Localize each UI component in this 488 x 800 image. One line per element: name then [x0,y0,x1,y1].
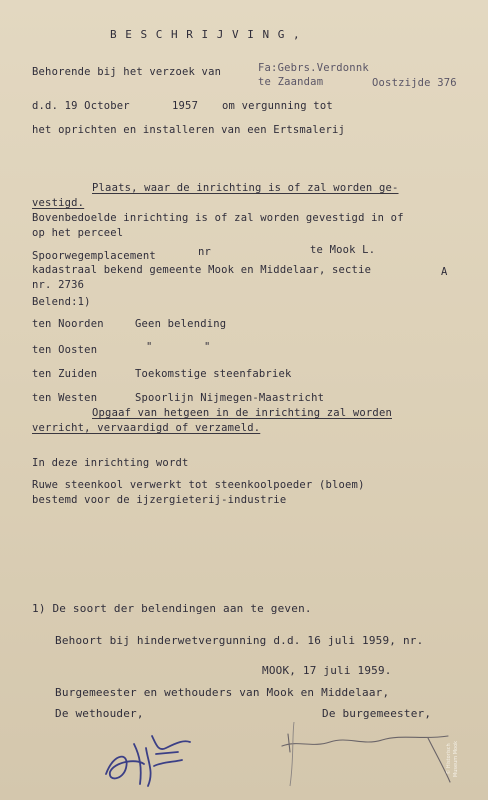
firm-city: te Zaandam [258,76,324,88]
oosten-label: ten Oosten [32,344,98,356]
firm-name: Fa:Gebrs.Verdonnk [258,62,369,74]
behorende-line: Behorende bij het verzoek van [32,66,222,78]
kadastraal-line: kadastraal bekend gemeente Mook en Middelaar, sectie [32,264,372,276]
oprichten-line: het oprichten en installeren van een Ertsmalerij [32,124,346,136]
perceel-line: op het perceel [32,227,124,239]
te-mook-value: te Mook L. [310,244,376,256]
ruwe-line: Ruwe steenkool verwerkt tot steenkoolpoeder (bloem) [32,479,365,491]
zuiden-label: ten Zuiden [32,368,98,380]
footnote: 1) De soort der belendingen aan te geven. [32,602,312,615]
bovenbedoelde-line: Bovenbedoelde inrichting is of zal worden gevestigd in of [32,212,404,224]
westen-label: ten Westen [32,392,98,404]
bestemd-line: bestemd voor de ijzergieterij-industrie [32,494,287,506]
spoorweg-value: Spoorwegemplacement [32,250,156,262]
plaats-title-2: vestigd. [32,197,85,209]
noorden-value: Geen belending [135,318,227,330]
burgemeester-label: De burgemeester, [322,707,432,720]
nr-label: nr [198,246,212,258]
opgaaf-title-2: verricht, vervaardigd of verzameld. [32,422,261,434]
belend-label: Belend:1) [32,296,91,308]
zuiden-value: Toekomstige steenfabriek [135,368,292,380]
document-heading: B E S C H R I J V I N G , [110,28,301,41]
sectie-value: A [441,266,448,278]
noorden-label: ten Noorden [32,318,104,330]
behoort-line: Behoort bij hinderwetvergunning d.d. 16 juli 1959, nr. [55,634,424,647]
wethouder-label: De wethouder, [55,707,144,720]
burgemeester-line: Burgemeester en wethouders van Mook en Middelaar, [55,686,390,699]
vergunning-text: om vergunning tot [222,100,333,112]
wethouder-signature [96,722,206,788]
museum-watermark: © Historisch Museum Mook [446,740,459,778]
nr-2736: nr. 2736 [32,279,85,291]
date-line: d.d. 19 October [32,100,130,112]
plaats-title-1: Plaats, waar de inrichting is of zal worden ge- [92,182,399,194]
westen-value: Spoorlijn Nijmegen-Maastricht [135,392,325,404]
opgaaf-title-1: Opgaaf van hetgeen in de inrichting zal worden [92,407,392,419]
in-deze-line: In deze inrichting wordt [32,457,189,469]
burgemeester-signature [278,718,468,788]
mook-date: MOOK, 17 juli 1959. [262,664,392,677]
oosten-ditto-1: " [146,341,153,353]
year-value: 1957 [172,100,199,112]
oosten-ditto-2: " [204,341,211,353]
firm-street: Oostzijde 376 [372,77,457,89]
